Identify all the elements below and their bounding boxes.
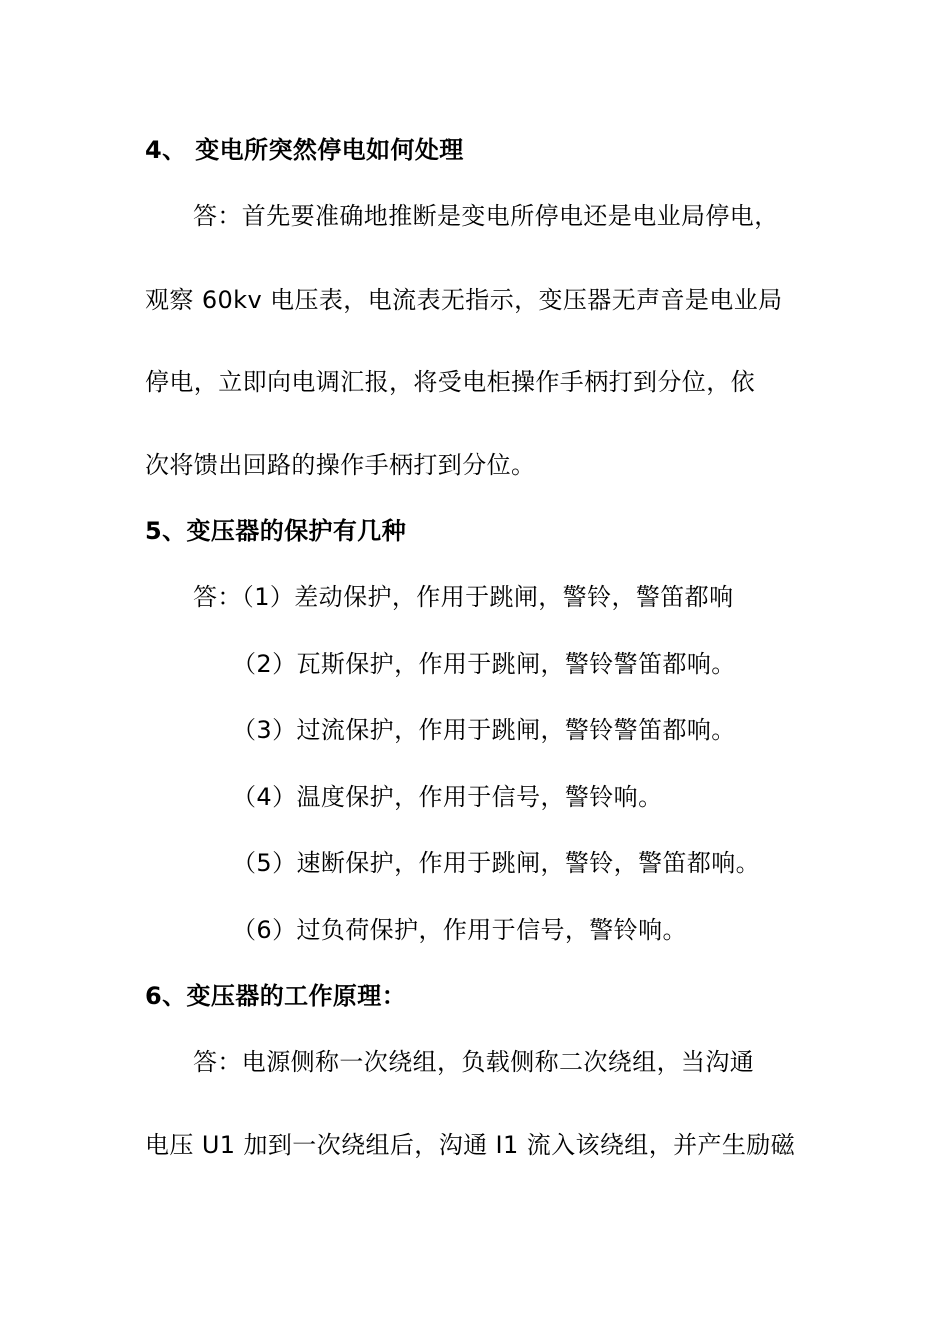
section-5-answer-line-1: 答：（1）差动保护，作用于跳闸，警铃，警笛都响 — [193, 583, 734, 611]
section-4-answer-line-4: 次将馈出回路的操作手柄打到分位。 — [145, 451, 536, 479]
section-5-answer-line-5: （5）速断保护，作用于跳闸，警铃，警笛都响。 — [232, 849, 761, 877]
section-5-answer-line-4: （4）温度保护，作用于信号，警铃响。 — [232, 783, 663, 811]
section-5-answer-line-6: （6）过负荷保护，作用于信号，警铃响。 — [232, 916, 687, 944]
section-6-heading: 6、变压器的工作原理： — [145, 982, 407, 1010]
section-4-heading: 4、 变电所突然停电如何处理 — [145, 136, 464, 164]
section-4-answer-line-2: 观察 60kv 电压表，电流表无指示，变压器无声音是电业局 — [145, 286, 783, 314]
section-6-answer-line-1: 答：电源侧称一次绕组，负载侧称二次绕组，当沟通 — [193, 1048, 755, 1076]
section-6-answer-line-2: 电压 U1 加到一次绕组后，沟通 I1 流入该绕组，并产生励磁 — [145, 1131, 796, 1159]
section-5-answer-line-3: （3）过流保护，作用于跳闸，警铃警笛都响。 — [232, 716, 736, 744]
section-4-answer-line-1: 答：首先要准确地推断是变电所停电还是电业局停电， — [193, 202, 779, 230]
section-4-answer-line-3: 停电，立即向电调汇报，将受电柜操作手柄打到分位，依 — [145, 368, 755, 396]
section-5-answer-line-2: （2）瓦斯保护，作用于跳闸，警铃警笛都响。 — [232, 650, 736, 678]
section-5-heading: 5、变压器的保护有几种 — [145, 517, 407, 545]
